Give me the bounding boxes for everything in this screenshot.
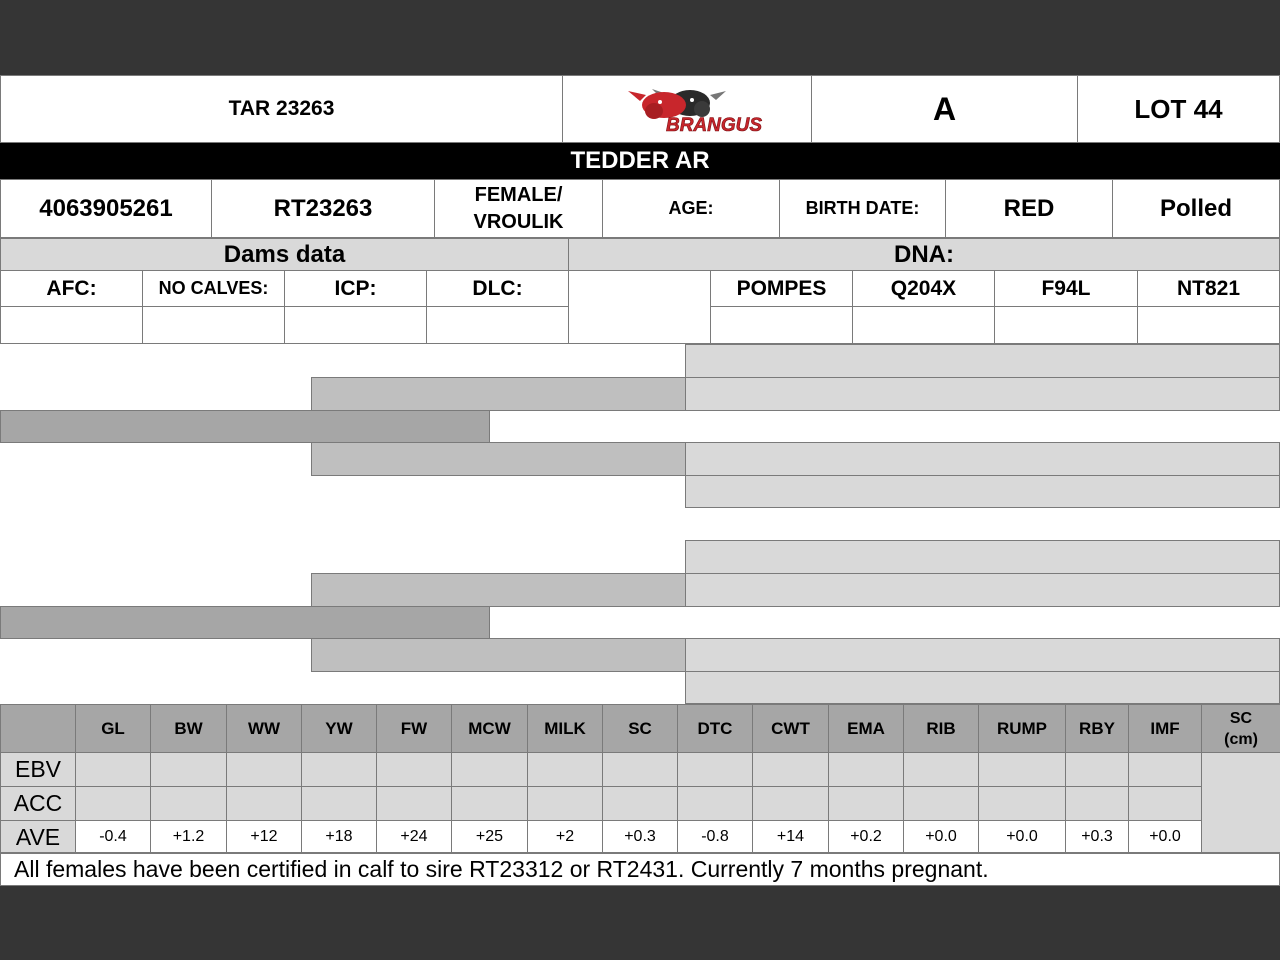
ebv-acc-rump xyxy=(978,786,1066,821)
dna-nt821-label-text: NT821 xyxy=(1176,276,1241,300)
lot-number-text: LOT 44 xyxy=(1134,93,1223,124)
dna-spacer xyxy=(568,270,711,344)
ebv-ave-bw-text: +1.2 xyxy=(172,828,205,845)
dna-pompes-label xyxy=(710,270,853,307)
ebv-header-rby-text: RBY xyxy=(1079,718,1115,738)
ebv-ebv-ww xyxy=(226,752,302,787)
ebv-ebv-dtc xyxy=(677,752,753,787)
footer-note-text: All females have been certified in calf to sire RT23312 or RT2431. Currently 7 months pregnant. xyxy=(14,855,989,882)
sex-line-1: FEMALE/ xyxy=(474,183,563,206)
horn-status xyxy=(1112,179,1280,238)
ebv-header-gl xyxy=(75,704,151,753)
ebv-ave-rump xyxy=(978,820,1066,854)
brangus-logo-text: BRANGUS xyxy=(665,115,763,135)
ebv-header-yw-text: YW xyxy=(325,718,353,738)
ebv-ave-cwt-text: +14 xyxy=(776,828,805,845)
ebv-header-imf-text: IMF xyxy=(1150,718,1180,738)
dams-data-title-text: Dams data xyxy=(223,240,346,268)
ebv-ave-ww-text: +12 xyxy=(250,828,278,845)
birth-date-label-text: BIRTH DATE: xyxy=(805,198,920,218)
animal-name: TEDDER AR xyxy=(570,147,710,174)
tag-id xyxy=(211,179,435,238)
ebv-acc-gl xyxy=(75,786,151,821)
ebv-acc-sc xyxy=(602,786,678,821)
dna-pompes-value xyxy=(710,306,853,344)
ebv-acc-imf xyxy=(1128,786,1202,821)
dna-nt821-value xyxy=(1137,306,1280,344)
pedigree-sire-sire-dam xyxy=(685,377,1280,411)
afc-label xyxy=(0,270,143,307)
grade-text: A xyxy=(932,90,957,127)
ebv-ebv-rump xyxy=(978,752,1066,787)
ebv-ave-fw-text: +24 xyxy=(400,828,428,845)
ebv-header-cwt-text: CWT xyxy=(771,718,810,738)
ebv-acc-cwt xyxy=(752,786,829,821)
ebv-sc-cm-values xyxy=(1201,752,1280,854)
ebv-header-rib-text: RIB xyxy=(926,718,956,738)
ebv-header-fw xyxy=(376,704,452,753)
ebv-acc-ema xyxy=(828,786,904,821)
ebv-header-bw-text: BW xyxy=(174,718,203,738)
ebv-row-label-ebv xyxy=(0,752,76,787)
tag-number-text: TAR 23263 xyxy=(228,97,335,120)
ebv-row-label-ave xyxy=(0,820,76,854)
ebv-ave-rib xyxy=(903,820,979,854)
ebv-header-dtc xyxy=(677,704,753,753)
ebv-header-rib xyxy=(903,704,979,753)
ebv-header-dtc-text: DTC xyxy=(697,718,733,738)
ebv-acc-ww xyxy=(226,786,302,821)
afc-value xyxy=(0,306,143,344)
ebv-header-mcw-text: MCW xyxy=(468,718,511,738)
sex-line-2: VROULIK xyxy=(473,210,564,233)
ebv-ave-rby xyxy=(1065,820,1129,854)
ebv-acc-yw xyxy=(301,786,377,821)
ebv-header-gl-text: GL xyxy=(101,718,125,738)
dna-q204x-label xyxy=(852,270,995,307)
age-label-text: AGE: xyxy=(668,198,714,218)
dna-q204x-value xyxy=(852,306,995,344)
lot-number xyxy=(1077,75,1280,143)
ebv-header-yw xyxy=(301,704,377,753)
color-text: RED xyxy=(1003,194,1055,222)
ebv-header-sc-text: SC xyxy=(628,718,652,738)
ebv-header-cwt xyxy=(752,704,829,753)
pedigree-dam-dam-sire xyxy=(685,638,1280,672)
ebv-header-ww xyxy=(226,704,302,753)
ebv-header-rump xyxy=(978,704,1066,753)
birth-date-label xyxy=(779,179,946,238)
ebv-acc-fw xyxy=(376,786,452,821)
dna-nt821-label xyxy=(1137,270,1280,307)
ebv-ebv-yw xyxy=(301,752,377,787)
pedigree-sire xyxy=(0,410,490,443)
ebv-acc-bw xyxy=(150,786,227,821)
sex xyxy=(434,179,603,238)
ebv-ave-gl xyxy=(75,820,151,854)
ebv-header-ema xyxy=(828,704,904,753)
ebv-ave-bw xyxy=(150,820,227,854)
ebv-ave-sc xyxy=(602,820,678,854)
pedigree-dam-sire xyxy=(311,573,686,607)
ebv-acc-mcw xyxy=(451,786,528,821)
ebv-ave-mcw-text: +25 xyxy=(475,828,504,845)
icp-label xyxy=(284,270,427,307)
ebv-ebv-bw xyxy=(150,752,227,787)
ebv-ave-sc-text: +0.3 xyxy=(624,828,656,845)
dlc-value xyxy=(426,306,569,344)
ebv-acc-rby xyxy=(1065,786,1129,821)
icp-value xyxy=(284,306,427,344)
ebv-ave-dtc-text: -0.8 xyxy=(701,828,729,845)
ebv-ebv-mcw xyxy=(451,752,528,787)
ebv-ave-milk xyxy=(527,820,603,854)
ebv-acc-rib xyxy=(903,786,979,821)
grade xyxy=(811,75,1078,143)
brangus-logo-icon xyxy=(602,83,772,135)
dna-title-text: DNA: xyxy=(894,240,954,268)
no-calves-value xyxy=(142,306,285,344)
ebv-ave-cwt xyxy=(752,820,829,854)
ebv-header-sc-line-2: (cm) xyxy=(1224,730,1258,748)
tag-number xyxy=(0,75,563,143)
pedigree-sire-sire-sire xyxy=(685,344,1280,378)
ebv-ebv-imf xyxy=(1128,752,1202,787)
pedigree-dam-sire-dam xyxy=(685,573,1280,607)
ebv-ave-dtc xyxy=(677,820,753,854)
ebv-ebv-sc xyxy=(602,752,678,787)
ebv-header-ema-text: EMA xyxy=(847,718,885,738)
ebv-ebv-ema xyxy=(828,752,904,787)
pedigree-dam xyxy=(0,606,490,639)
ebv-ave-milk-text: +2 xyxy=(555,828,575,845)
pedigree-dam-dam xyxy=(311,638,686,672)
color xyxy=(945,179,1113,238)
ebv-ave-rby-text: +0.3 xyxy=(1081,828,1113,845)
pedigree-sire-sire xyxy=(311,377,686,411)
pedigree-sire-dam-dam xyxy=(685,475,1280,508)
animal-lot-card xyxy=(0,75,1280,886)
no-calves-label xyxy=(142,270,285,307)
pedigree-sire-dam xyxy=(311,442,686,476)
ebv-header-sc xyxy=(602,704,678,753)
tag-id-text: RT23263 xyxy=(273,194,373,222)
dna-pompes-label-text: POMPES xyxy=(736,276,827,300)
dams-data-title xyxy=(0,238,569,271)
ebv-row-label-ebv-text: EBV xyxy=(14,756,62,782)
registration-number xyxy=(0,179,212,238)
ebv-ave-fw xyxy=(376,820,452,854)
ebv-ebv-cwt xyxy=(752,752,829,787)
ebv-ave-yw xyxy=(301,820,377,854)
ebv-acc-milk xyxy=(527,786,603,821)
no-calves-label-text: NO CALVES: xyxy=(158,278,269,298)
ebv-header-imf xyxy=(1128,704,1202,753)
ebv-ave-imf xyxy=(1128,820,1202,854)
ebv-acc-dtc xyxy=(677,786,753,821)
ebv-row-label-ave-text: AVE xyxy=(15,823,61,850)
ebv-row-label-acc xyxy=(0,786,76,821)
ebv-ave-rump-text: +0.0 xyxy=(1006,828,1038,845)
ebv-ave-mcw xyxy=(451,820,528,854)
ebv-ave-ema xyxy=(828,820,904,854)
ebv-ave-imf-text: +0.0 xyxy=(1149,828,1181,845)
footer-note xyxy=(0,852,1280,886)
pedigree-dam-sire-sire xyxy=(685,540,1280,574)
ebv-header-fw-text: FW xyxy=(400,718,428,738)
registration-number-text: 4063905261 xyxy=(39,194,173,222)
ebv-corner xyxy=(0,704,76,753)
dlc-label-text: DLC: xyxy=(472,276,523,300)
ebv-header-milk-text: MILK xyxy=(544,718,586,738)
ebv-header-rby xyxy=(1065,704,1129,753)
ebv-header-mcw xyxy=(451,704,528,753)
ebv-ebv-fw xyxy=(376,752,452,787)
ebv-header-milk xyxy=(527,704,603,753)
ebv-header-ww-text: WW xyxy=(247,718,281,738)
dna-f94l-label-text: F94L xyxy=(1041,276,1091,300)
pedigree-dam-dam-dam xyxy=(685,671,1280,704)
ebv-header-sc-cm xyxy=(1201,704,1280,753)
dna-q204x-label-text: Q204X xyxy=(890,276,957,300)
ebv-row-label-acc-text: ACC xyxy=(13,790,63,816)
ebv-ebv-rby xyxy=(1065,752,1129,787)
horn-status-text: Polled xyxy=(1159,194,1232,222)
dlc-label xyxy=(426,270,569,307)
dna-title xyxy=(568,238,1280,271)
ebv-ebv-gl xyxy=(75,752,151,787)
ebv-ave-yw-text: +18 xyxy=(325,828,353,845)
ebv-ave-ema-text: +0.2 xyxy=(850,828,882,845)
age-label xyxy=(602,179,780,238)
pedigree-sire-dam-sire xyxy=(685,442,1280,476)
dna-f94l-label xyxy=(994,270,1138,307)
ebv-table xyxy=(0,704,1280,853)
animal-name-bar xyxy=(0,143,1280,179)
ebv-ebv-milk xyxy=(527,752,603,787)
dna-f94l-value xyxy=(994,306,1138,344)
ebv-header-rump-text: RUMP xyxy=(996,718,1048,738)
ebv-header-bw xyxy=(150,704,227,753)
icp-label-text: ICP: xyxy=(334,276,377,300)
brangus-logo xyxy=(562,75,812,143)
afc-label-text: AFC: xyxy=(46,276,97,300)
ebv-ave-ww xyxy=(226,820,302,854)
ebv-ebv-rib xyxy=(903,752,979,787)
ebv-ave-rib-text: +0.0 xyxy=(925,828,957,845)
ebv-ave-gl-text: -0.4 xyxy=(99,828,127,845)
ebv-header-sc-line-1: SC xyxy=(1229,709,1253,727)
